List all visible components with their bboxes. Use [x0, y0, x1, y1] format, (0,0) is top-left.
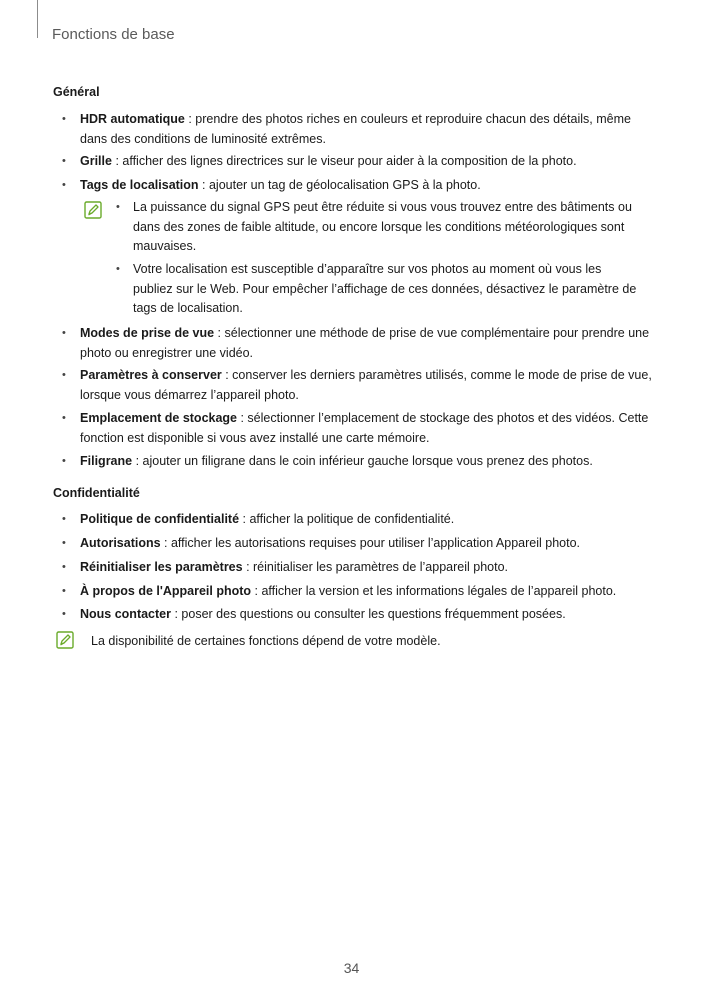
list-item [62, 605, 652, 625]
bullet: • [62, 585, 66, 597]
item-term: Grille [80, 154, 112, 168]
bullet: • [62, 113, 66, 125]
bullet: • [62, 455, 66, 467]
note-pencil-icon [56, 631, 74, 649]
bullet: • [62, 537, 66, 549]
item-desc: : conserver les derniers paramètres utilisés, comme le mode de prise de vue, lorsque vous démarrez l’appareil photo. [80, 368, 652, 402]
section-heading-general: Général [53, 85, 100, 99]
item-term: À propos de l'Appareil photo [80, 584, 252, 598]
item-term: Modes de prise de vue [80, 326, 215, 340]
item-desc: : réinitialiser les paramètres de l’appareil photo. [242, 560, 509, 574]
list-item [62, 510, 652, 530]
note-text: Votre localisation est susceptible d’apparaître sur vos photos au moment où vous les publiez sur le Web. Pour empêcher l’affichage de ces données, désactivez le paramètre de tags de localisation. [133, 262, 637, 315]
bullet: • [62, 561, 66, 573]
list-item [62, 452, 652, 472]
list-item [62, 176, 652, 196]
item-desc: : afficher les autorisations requises pour utiliser l’application Appareil photo. [160, 536, 581, 550]
bullet: • [116, 201, 120, 213]
note-pencil-icon [84, 201, 102, 219]
item-term: HDR automatique [80, 112, 185, 126]
bullet: • [62, 369, 66, 381]
item-desc: : afficher la politique de confidentialité. [239, 512, 455, 526]
item-term: Nous contacter [80, 607, 171, 621]
item-term: Politique de confidentialité [80, 512, 240, 526]
list-item [62, 366, 652, 405]
item-desc: : afficher des lignes directrices sur le viseur pour aider à la composition de la photo. [111, 154, 577, 168]
item-desc: : poser des questions ou consulter les questions fréquemment posées. [171, 607, 566, 621]
list-item [62, 152, 652, 172]
item-term: Emplacement de stockage [80, 411, 238, 425]
bullet: • [62, 513, 66, 525]
item-desc: : sélectionner l’emplacement de stockage des photos et des vidéos. Cette fonction est disponible si vous avez installé une carte mémoire. [80, 411, 649, 445]
note-text: La puissance du signal GPS peut être réduite si vous vous trouvez entre des bâtiments ou dans des zones de faible altitude, ou encore lorsque les conditions météorologiques sont mauvaises. [133, 200, 632, 253]
list-item [62, 534, 652, 554]
item-desc: : sélectionner une méthode de prise de vue complémentaire pour prendre une photo ou enregistrer une vidéo. [80, 326, 650, 360]
list-item [62, 582, 652, 602]
header-rule [37, 0, 38, 38]
list-item [62, 409, 652, 448]
item-desc: : prendre des photos riches en couleurs et reproduire chacun des détails, même dans des conditions de luminosité extrêmes. [80, 112, 631, 146]
item-term: Tags de localisation [80, 178, 199, 192]
list-item [62, 558, 652, 578]
page-number: 34 [343, 960, 360, 976]
item-term: Filigrane [80, 454, 133, 468]
bullet: • [62, 179, 66, 191]
item-desc: : afficher la version et les informations légales de l’appareil photo. [251, 584, 617, 598]
note-list-item [116, 260, 643, 319]
item-term: Paramètres à conserver [80, 368, 222, 382]
note-list-item [116, 198, 643, 257]
bullet: • [62, 155, 66, 167]
section-heading-privacy: Confidentialité [53, 486, 140, 500]
list-item [62, 324, 652, 363]
item-desc: : ajouter un filigrane dans le coin inférieur gauche lorsque vous prenez des photos. [132, 454, 593, 468]
bullet: • [116, 263, 120, 275]
item-term: Réinitialiser les paramètres [80, 560, 243, 574]
page-header-title: Fonctions de base [52, 26, 175, 43]
footer-note-text: La disponibilité de certaines fonctions dépend de votre modèle. [91, 634, 441, 648]
item-desc: : ajouter un tag de géolocalisation GPS à la photo. [198, 178, 481, 192]
list-item [62, 110, 652, 149]
bullet: • [62, 327, 66, 339]
bullet: • [62, 412, 66, 424]
item-term: Autorisations [80, 536, 161, 550]
bullet: • [62, 608, 66, 620]
